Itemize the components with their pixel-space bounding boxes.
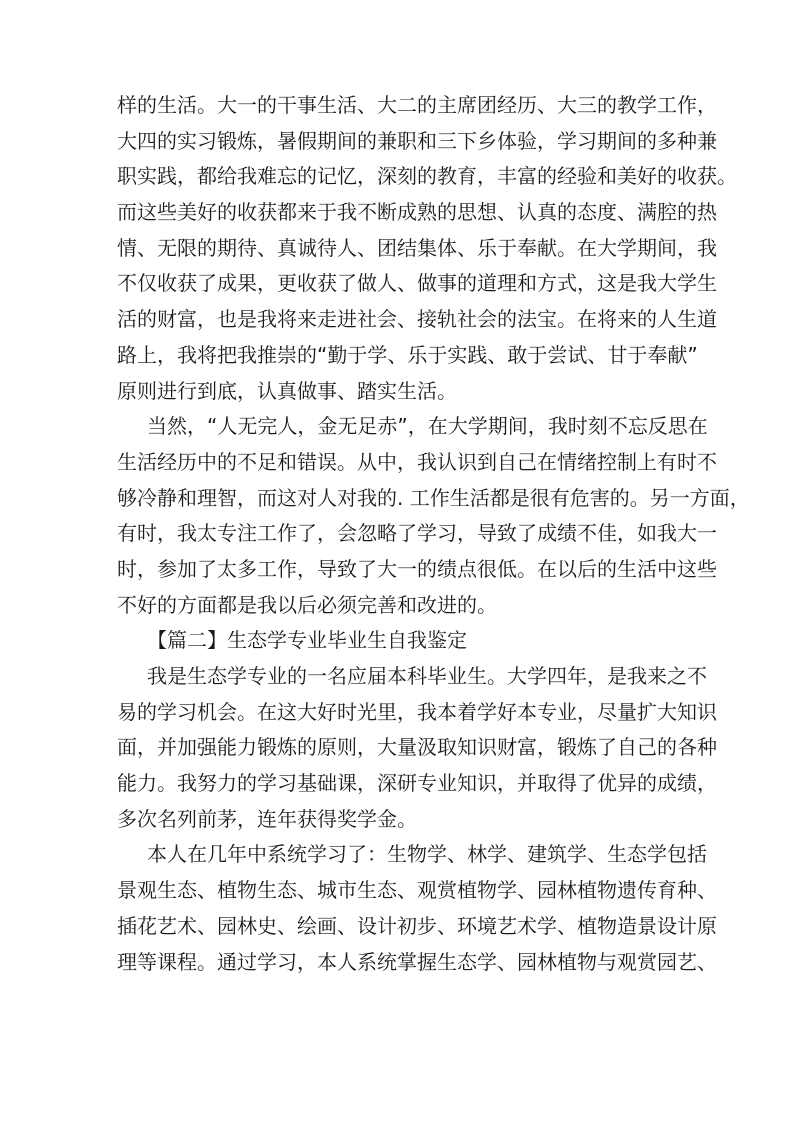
- text-line: 理等课程。通过学习，本人系统掌握生态学、园林植物与观赏园艺、: [117, 949, 717, 974]
- text-line: 易的学习机会。在这大好时光里，我本着学好本专业，尽量扩大知识: [117, 699, 717, 724]
- text-line: 不仅收获了成果，更收获了做人、做事的道理和方式，这是我大学生: [117, 271, 717, 296]
- text-line: 能力。我努力的学习基础课，深研专业知识，并取得了优异的成绩，: [117, 771, 717, 796]
- text-line: 面，并加强能力锻炼的原则，大量汲取知识财富，锻炼了自己的各种: [117, 735, 717, 760]
- text-line: 不好的方面都是我以后必须完善和改进的。: [117, 592, 497, 617]
- text-line: 时，参加了太多工作，导致了大一的绩点很低。在以后的生活中这些: [117, 556, 717, 581]
- text-line: 生活经历中的不足和错误。从中，我认识到自己在情绪控制上有时不: [117, 449, 717, 474]
- text-line: 样的生活。大一的干事生活、大二的主席团经历、大三的教学工作，: [117, 93, 717, 117]
- text-line: 职实践，都给我难忘的记忆，深刻的教育，丰富的经验和美好的收获。: [117, 164, 737, 189]
- paragraph-start-line: 我是生态学专业的一名应届本科毕业生。大学四年，是我来之不: [147, 664, 707, 688]
- text-line: 插花艺术、园林史、绘画、设计初步、环境艺术学、植物造景设计原: [117, 913, 717, 938]
- text-line: 情、无限的期待、真诚待人、团结集体、乐于奉献。在大学期间，我: [117, 235, 717, 260]
- paragraph-start-line: 本人在几年中系统学习了：生物学、林学、建筑学、生态学包括: [147, 842, 707, 867]
- text-line: 有时，我太专注工作了，会忽略了学习，导致了成绩不佳，如我大一: [117, 521, 717, 546]
- text-line: 大四的实习锻炼，暑假期间的兼职和三下乡体验，学习期间的多种兼: [117, 128, 717, 153]
- text-line: 多次名列前茅，连年获得奖学金。: [117, 806, 417, 831]
- text-line: 而这些美好的收获都来于我不断成熟的思想、认真的态度、满腔的热: [117, 200, 717, 225]
- text-line: 活的财富，也是我将来走进社会、接轨社会的法宝。在将来的人生道: [117, 307, 717, 332]
- paragraph-start-line: 当然，“人无完人，金无足赤”，在大学期间，我时刻不忘反思在: [147, 414, 708, 439]
- text-line: 原则进行到底，认真做事、踏实生活。: [117, 378, 457, 403]
- text-line: 景观生态、植物生态、城市生态、观赏植物学、园林植物遗传育种、: [117, 878, 717, 903]
- text-line: 够冷静和理智，而这对人对我的. 工作生活都是很有危害的。另一方面，: [117, 485, 750, 510]
- section-heading: 【篇二】生态学专业毕业生自我鉴定: [147, 628, 467, 653]
- text-line: 路上，我将把我推崇的“勤于学、乐于实践、敢于尝试、甘于奉献”: [117, 342, 698, 367]
- body-text: [117, 88, 750, 980]
